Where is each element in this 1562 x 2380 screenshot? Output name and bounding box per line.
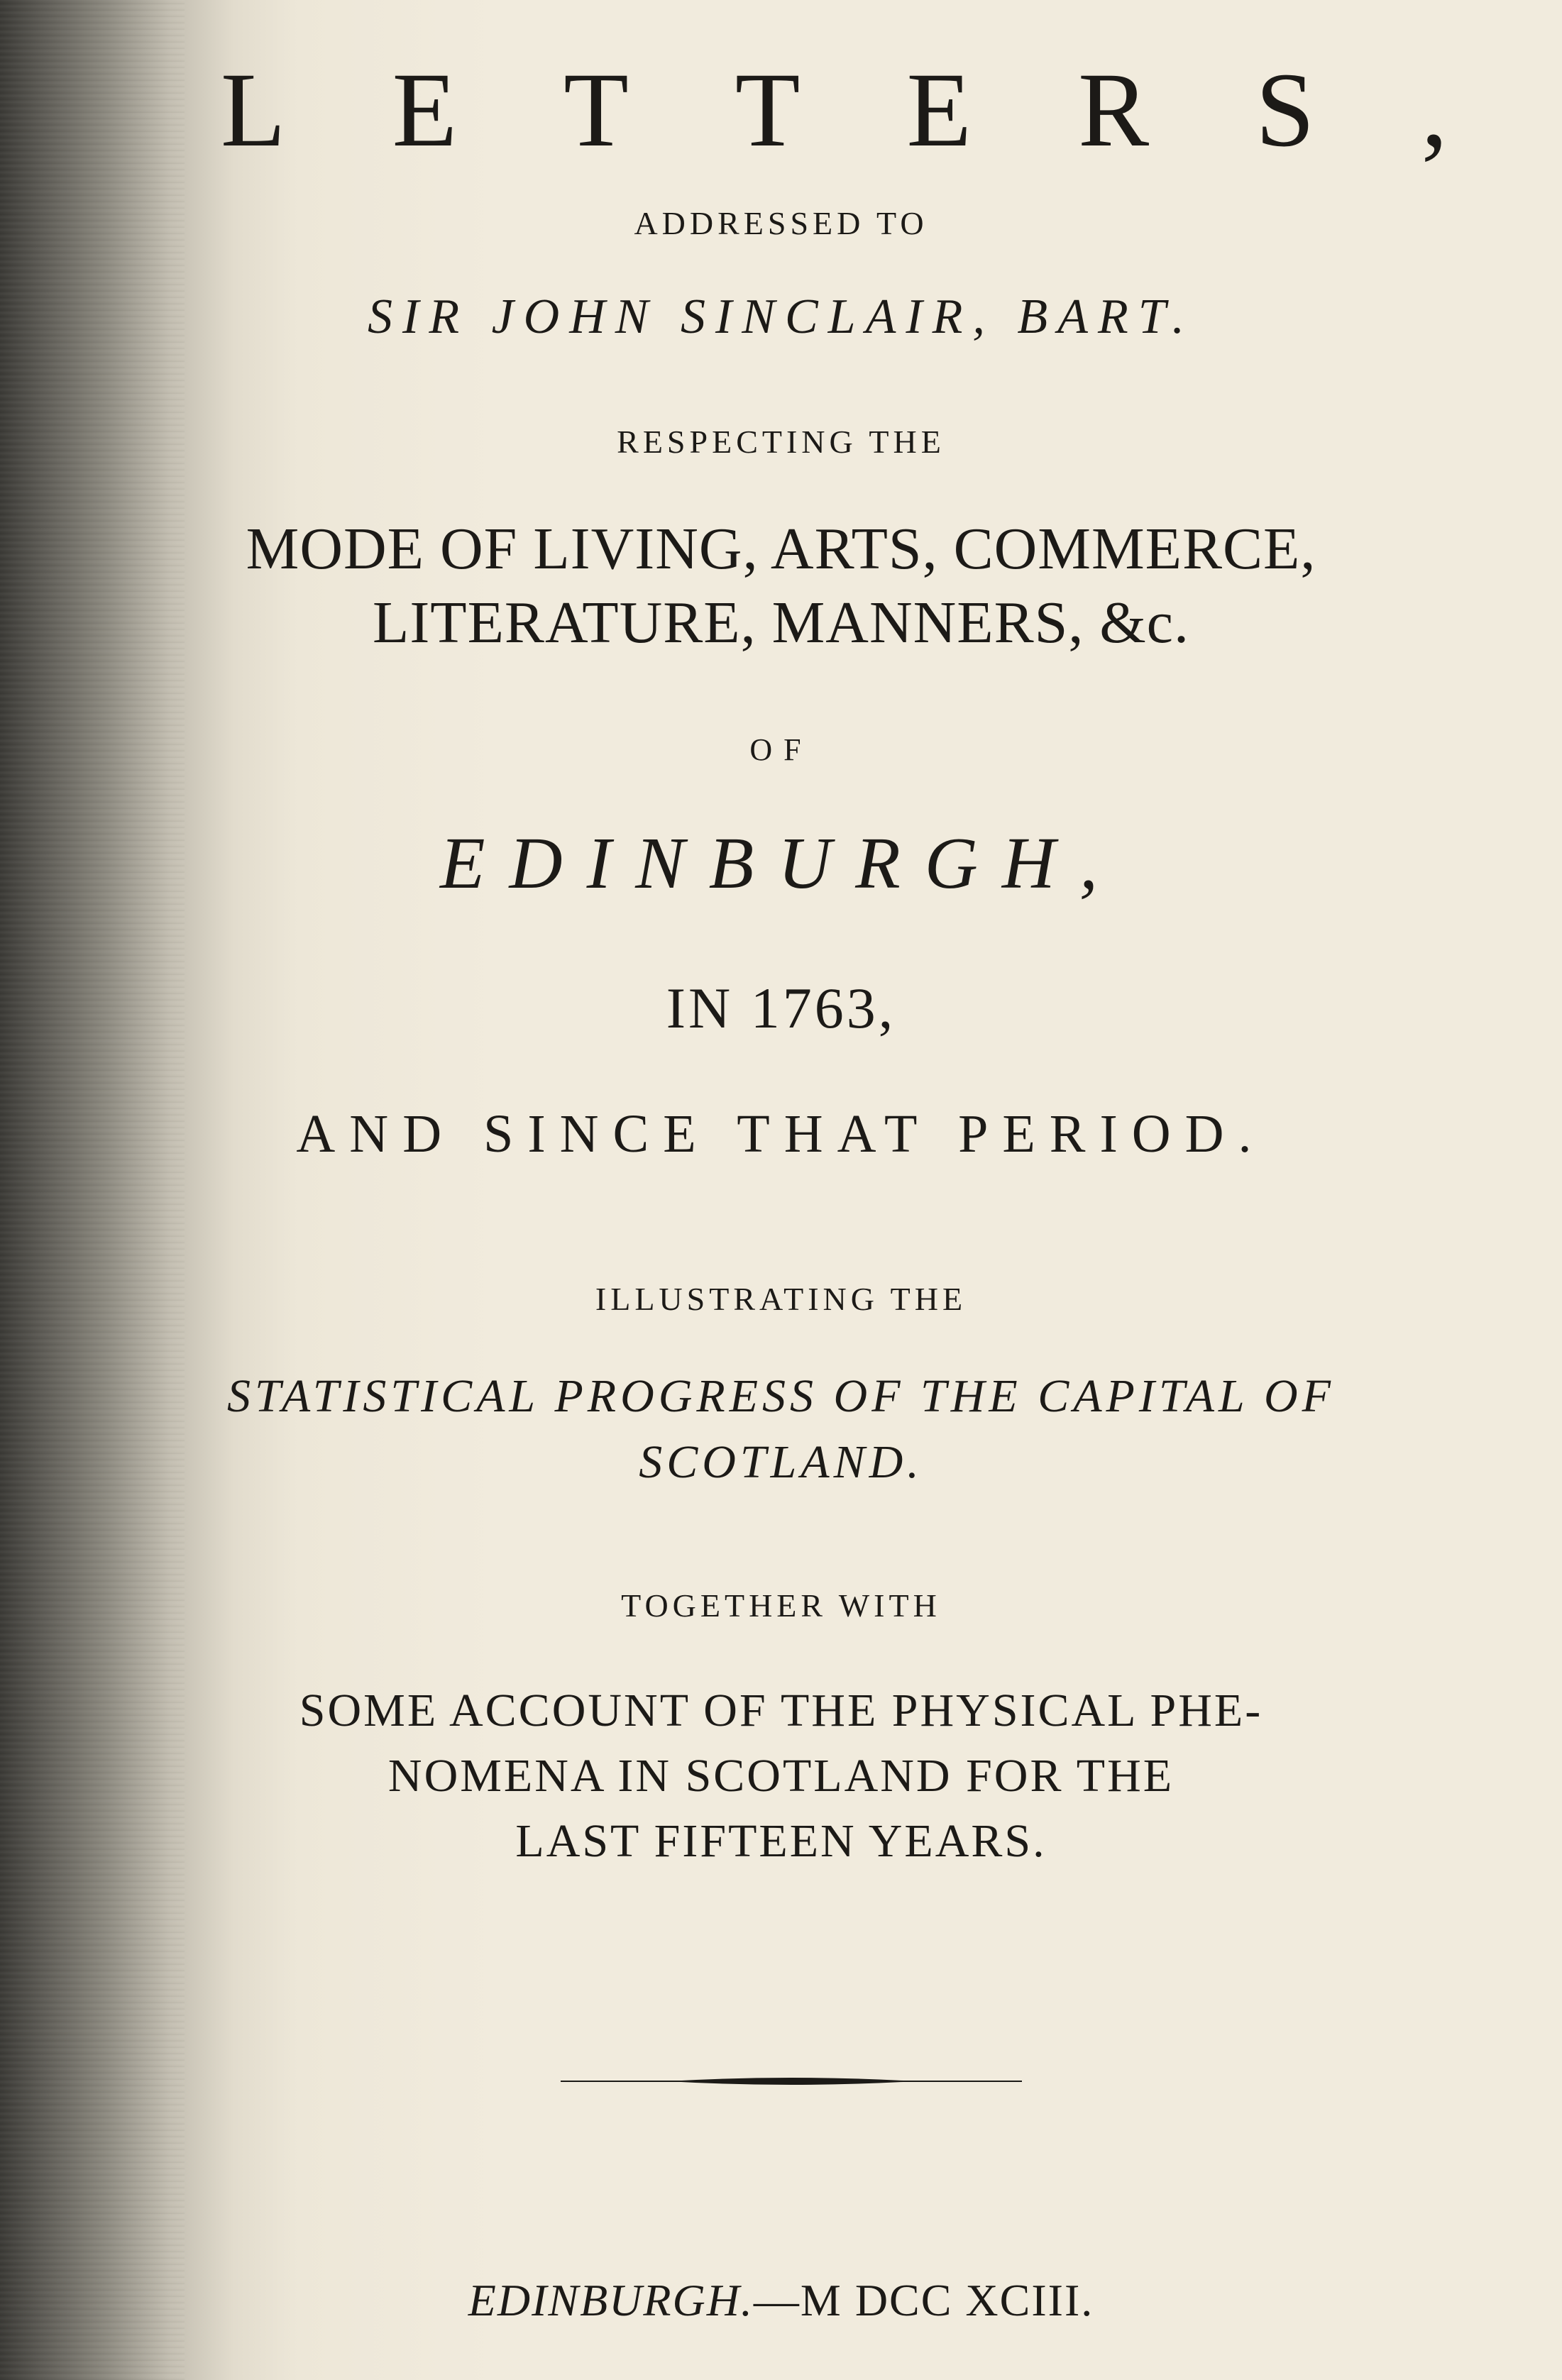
book-spine-shadow (0, 0, 185, 2380)
imprint-date: M DCC XCIII. (800, 2275, 1094, 2325)
account-line-2: NOMENA IN SCOTLAND FOR THE (387, 1750, 1175, 1802)
respecting-line: RESPECTING THE (617, 424, 945, 460)
statistical-line-1: STATISTICAL PROGRESS OF THE CAPITAL OF (227, 1370, 1335, 1422)
main-title: LETTERS, (220, 51, 1555, 169)
imprint-dash: — (753, 2275, 801, 2325)
statistical-line-2: SCOTLAND. (639, 1436, 923, 1488)
recipient-name: SIR JOHN SINCLAIR, BART. (368, 290, 1194, 344)
since-line: AND SINCE THAT PERIOD. (296, 1104, 1266, 1164)
of-line: OF (749, 732, 813, 767)
year-line: IN 1763, (666, 976, 896, 1040)
ornamental-rule (561, 2076, 1022, 2087)
account-line-3: LAST FIFTEEN YEARS. (515, 1815, 1047, 1867)
account-line-1: SOME ACCOUNT OF THE PHYSICAL PHE- (299, 1685, 1263, 1736)
city-name: EDINBURGH, (439, 822, 1122, 904)
addressed-to-line: ADDRESSED TO (634, 205, 928, 241)
together-with-line: TOGETHER WITH (621, 1587, 941, 1624)
imprint-line (0, 2275, 1562, 2325)
subject-line-2: LITERATURE, MANNERS, &c. (373, 590, 1189, 656)
illustrating-line: ILLUSTRATING THE (595, 1281, 967, 1317)
imprint-place: EDINBURGH. (468, 2275, 754, 2325)
subject-line-1: MODE OF LIVING, ARTS, COMMERCE, (246, 516, 1316, 582)
